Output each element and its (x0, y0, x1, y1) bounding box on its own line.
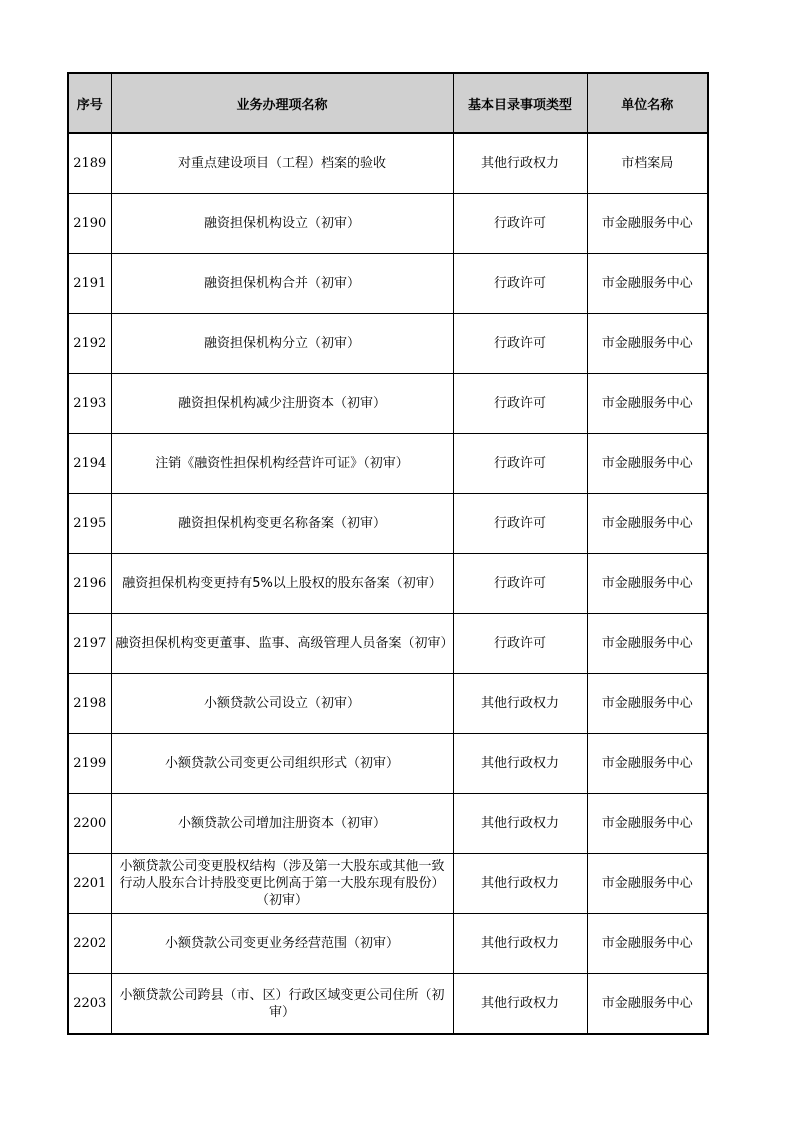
cell-seq: 2203 (68, 974, 111, 1035)
table-body (68, 133, 708, 1034)
header-row (68, 73, 708, 133)
cell-seq: 2193 (68, 374, 111, 434)
cell-name: 融资担保机构减少注册资本（初审） (111, 374, 453, 434)
cell-seq: 2197 (68, 614, 111, 674)
cell-type: 其他行政权力 (453, 914, 587, 974)
cell-seq: 2194 (68, 434, 111, 494)
cell-type: 其他行政权力 (453, 794, 587, 854)
table-row (68, 434, 708, 494)
header-type: 基本目录事项类型 (453, 73, 587, 133)
cell-name: 融资担保机构设立（初审） (111, 194, 453, 254)
cell-unit: 市金融服务中心 (587, 314, 708, 374)
cell-unit: 市金融服务中心 (587, 914, 708, 974)
table-row (68, 314, 708, 374)
table-row (68, 554, 708, 614)
cell-type: 行政许可 (453, 254, 587, 314)
cell-seq: 2190 (68, 194, 111, 254)
cell-type: 行政许可 (453, 194, 587, 254)
cell-seq: 2196 (68, 554, 111, 614)
table-row (68, 674, 708, 734)
table-row (68, 854, 708, 914)
cell-type: 其他行政权力 (453, 854, 587, 914)
cell-seq: 2200 (68, 794, 111, 854)
cell-type: 其他行政权力 (453, 133, 587, 194)
cell-name: 融资担保机构变更名称备案（初审） (111, 494, 453, 554)
table-row (68, 734, 708, 794)
cell-name: 对重点建设项目（工程）档案的验收 (111, 133, 453, 194)
cell-unit: 市金融服务中心 (587, 494, 708, 554)
header-seq: 序号 (68, 73, 111, 133)
cell-seq: 2195 (68, 494, 111, 554)
cell-unit: 市金融服务中心 (587, 434, 708, 494)
cell-unit: 市金融服务中心 (587, 554, 708, 614)
cell-name: 小额贷款公司设立（初审） (111, 674, 453, 734)
cell-name: 融资担保机构合并（初审） (111, 254, 453, 314)
table-row (68, 494, 708, 554)
cell-unit: 市金融服务中心 (587, 674, 708, 734)
cell-unit: 市金融服务中心 (587, 254, 708, 314)
cell-name: 融资担保机构变更董事、监事、高级管理人员备案（初审） (111, 614, 453, 674)
cell-type: 行政许可 (453, 314, 587, 374)
cell-type: 其他行政权力 (453, 734, 587, 794)
cell-seq: 2202 (68, 914, 111, 974)
header-name: 业务办理项名称 (111, 73, 453, 133)
cell-seq: 2201 (68, 854, 111, 914)
cell-unit: 市金融服务中心 (587, 194, 708, 254)
cell-unit: 市金融服务中心 (587, 374, 708, 434)
cell-unit: 市金融服务中心 (587, 974, 708, 1035)
cell-unit: 市档案局 (587, 133, 708, 194)
header-unit: 单位名称 (587, 73, 708, 133)
cell-seq: 2198 (68, 674, 111, 734)
table-row (68, 133, 708, 194)
cell-seq: 2192 (68, 314, 111, 374)
table-row (68, 794, 708, 854)
table-row (68, 254, 708, 314)
cell-name: 融资担保机构分立（初审） (111, 314, 453, 374)
table-row (68, 974, 708, 1035)
table-row (68, 194, 708, 254)
cell-type: 行政许可 (453, 494, 587, 554)
cell-unit: 市金融服务中心 (587, 734, 708, 794)
cell-unit: 市金融服务中心 (587, 614, 708, 674)
cell-seq: 2189 (68, 133, 111, 194)
cell-name: 小额贷款公司增加注册资本（初审） (111, 794, 453, 854)
table-row (68, 374, 708, 434)
cell-unit: 市金融服务中心 (587, 794, 708, 854)
cell-unit: 市金融服务中心 (587, 854, 708, 914)
cell-type: 行政许可 (453, 614, 587, 674)
cell-name: 小额贷款公司跨县（市、区）行政区域变更公司住所（初审） (111, 974, 453, 1035)
cell-name: 融资担保机构变更持有5%以上股权的股东备案（初审） (111, 554, 453, 614)
cell-name: 小额贷款公司变更公司组织形式（初审） (111, 734, 453, 794)
cell-type: 其他行政权力 (453, 974, 587, 1035)
cell-seq: 2191 (68, 254, 111, 314)
cell-seq: 2199 (68, 734, 111, 794)
cell-type: 行政许可 (453, 374, 587, 434)
cell-name: 小额贷款公司变更股权结构（涉及第一大股东或其他一致行动人股东合计持股变更比例高于第一大股东现有股份）（初审） (111, 854, 453, 914)
cell-type: 行政许可 (453, 554, 587, 614)
cell-type: 行政许可 (453, 434, 587, 494)
cell-name: 小额贷款公司变更业务经营范围（初审） (111, 914, 453, 974)
service-items-table (67, 72, 709, 1035)
cell-name: 注销《融资性担保机构经营许可证》（初审） (111, 434, 453, 494)
cell-type: 其他行政权力 (453, 674, 587, 734)
table-row (68, 614, 708, 674)
table-row (68, 914, 708, 974)
